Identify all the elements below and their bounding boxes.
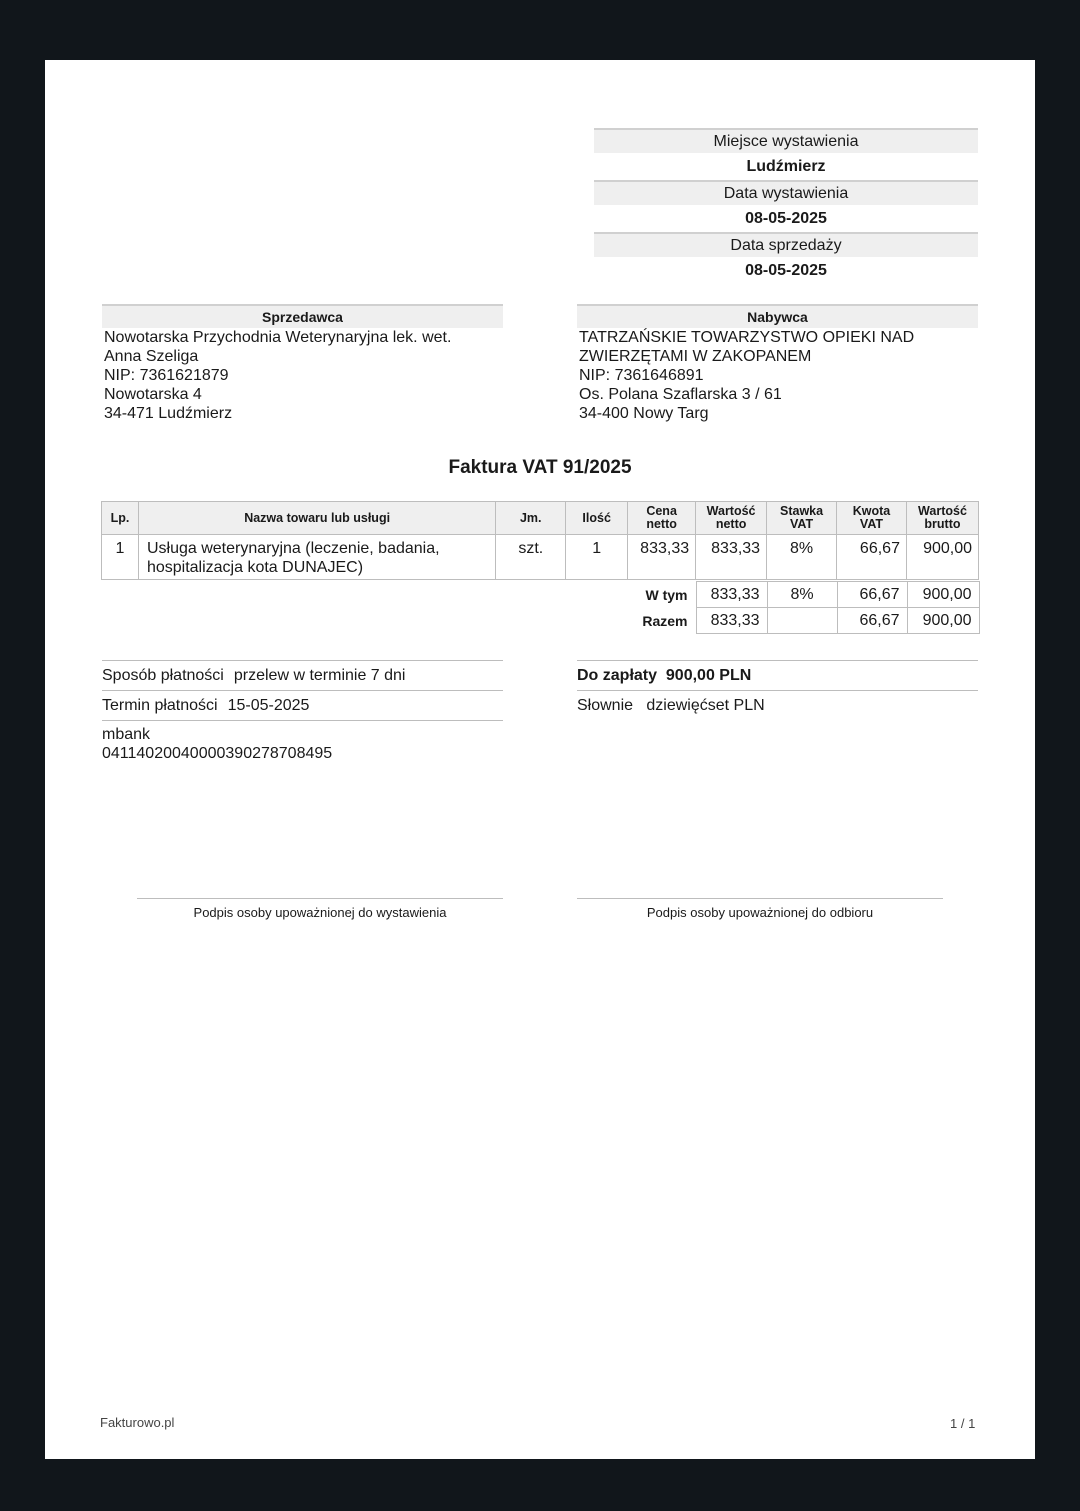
summary-table	[625, 581, 980, 634]
seller-line: 34-471 Ludźmierz	[104, 405, 233, 422]
wtym-gross: 900,00	[907, 582, 979, 608]
bank-name: mbank	[102, 726, 151, 743]
amount-due-block	[577, 660, 978, 720]
place-label: Miejsce wystawienia	[594, 128, 978, 153]
issue-date-label: Data wystawienia	[594, 180, 978, 205]
wtym-label: W tym	[645, 586, 688, 603]
wtym-vat: 66,67	[837, 582, 907, 608]
header-vat: Kwota VAT	[837, 502, 907, 535]
razem-vat: 66,67	[837, 608, 907, 634]
seller-line: NIP: 7361621879	[104, 367, 229, 384]
wtym-rate: 8%	[767, 582, 837, 608]
bank-account: 04114020040000390278708495	[102, 745, 333, 762]
buyer-heading: Nabywca	[577, 304, 978, 328]
invoice-meta	[594, 128, 978, 284]
header-unit: Jm.	[496, 502, 566, 535]
seller-line: Nowotarska 4	[104, 386, 202, 403]
header-lp: Lp.	[102, 502, 139, 535]
sale-date-label: Data sprzedaży	[594, 232, 978, 257]
buyer-line: 34-400 Nowy Targ	[579, 405, 709, 422]
razem-gross: 900,00	[907, 608, 979, 634]
table-header-row	[102, 502, 979, 535]
amount-due-value: 900,00 PLN	[665, 667, 752, 684]
receiver-signature-line: Podpis osoby upoważnionej do odbioru	[577, 898, 943, 920]
amount-words-row	[577, 690, 978, 720]
table-row	[102, 535, 979, 580]
seller-line: Nowotarska Przychodnia Weterynaryjna lek. wet.	[104, 329, 452, 346]
cell-rate: 8%	[767, 535, 837, 580]
cell-price: 833,33	[628, 535, 696, 580]
seller-heading: Sprzedawca	[102, 304, 503, 328]
buyer-line: ZWIERZĘTAMI W ZAKOPANEM	[579, 348, 812, 365]
header-price: Cena netto	[628, 502, 696, 535]
razem-net: 833,33	[696, 608, 767, 634]
issue-date-value: 08-05-2025	[745, 210, 827, 227]
header-rate: Stawka VAT	[767, 502, 837, 535]
page-number: 1 / 1	[950, 1416, 976, 1431]
payment-method-value: przelew w terminie 7 dni	[233, 667, 406, 684]
summary-row-wtym	[625, 582, 979, 608]
razem-label: Razem	[642, 612, 688, 629]
cell-lp: 1	[102, 535, 139, 580]
amount-words-value: dziewięćset PLN	[646, 697, 765, 714]
amount-words-label: Słownie	[577, 697, 634, 714]
cell-net: 833,33	[696, 535, 767, 580]
place-value: Ludźmierz	[746, 158, 826, 175]
payment-block	[102, 660, 503, 763]
buyer-line: NIP: 7361646891	[579, 367, 704, 384]
issuer-signature-line: Podpis osoby upoważnionej do wystawienia	[137, 898, 503, 920]
seller-block	[102, 304, 503, 423]
header-qty: Ilość	[566, 502, 628, 535]
invoice-title: Faktura VAT 91/2025	[448, 457, 632, 478]
buyer-line: Os. Polana Szaflarska 3 / 61	[579, 386, 782, 403]
payment-term-label: Termin płatności	[102, 697, 218, 714]
razem-rate	[767, 608, 837, 634]
bank-info	[102, 720, 503, 763]
cell-vat: 66,67	[837, 535, 907, 580]
cell-unit: szt.	[496, 535, 566, 580]
buyer-block	[577, 304, 978, 423]
cell-qty: 1	[566, 535, 628, 580]
amount-due-label: Do zapłaty	[577, 667, 658, 684]
cell-gross: 900,00	[906, 535, 978, 580]
header-net: Wartość netto	[696, 502, 767, 535]
summary-row-razem	[625, 608, 979, 634]
wtym-net: 833,33	[696, 582, 767, 608]
payment-term-row	[102, 690, 503, 720]
footer-brand: Fakturowo.pl	[100, 1415, 175, 1430]
buyer-line: TATRZAŃSKIE TOWARZYSTWO OPIEKI NAD	[579, 329, 915, 346]
header-gross: Wartość brutto	[906, 502, 978, 535]
invoice-page	[45, 60, 1035, 1459]
payment-method-row	[102, 660, 503, 690]
cell-name: Usługa weterynaryjna (leczenie, badania, hospitalizacja kota DUNAJEC)	[138, 535, 495, 580]
sale-date-value: 08-05-2025	[745, 262, 827, 279]
items-table	[101, 501, 979, 580]
amount-due-row	[577, 660, 978, 690]
payment-term-value: 15-05-2025	[227, 697, 310, 714]
header-name: Nazwa towaru lub usługi	[138, 502, 495, 535]
payment-method-label: Sposób płatności	[102, 667, 224, 684]
seller-line: Anna Szeliga	[104, 348, 199, 365]
